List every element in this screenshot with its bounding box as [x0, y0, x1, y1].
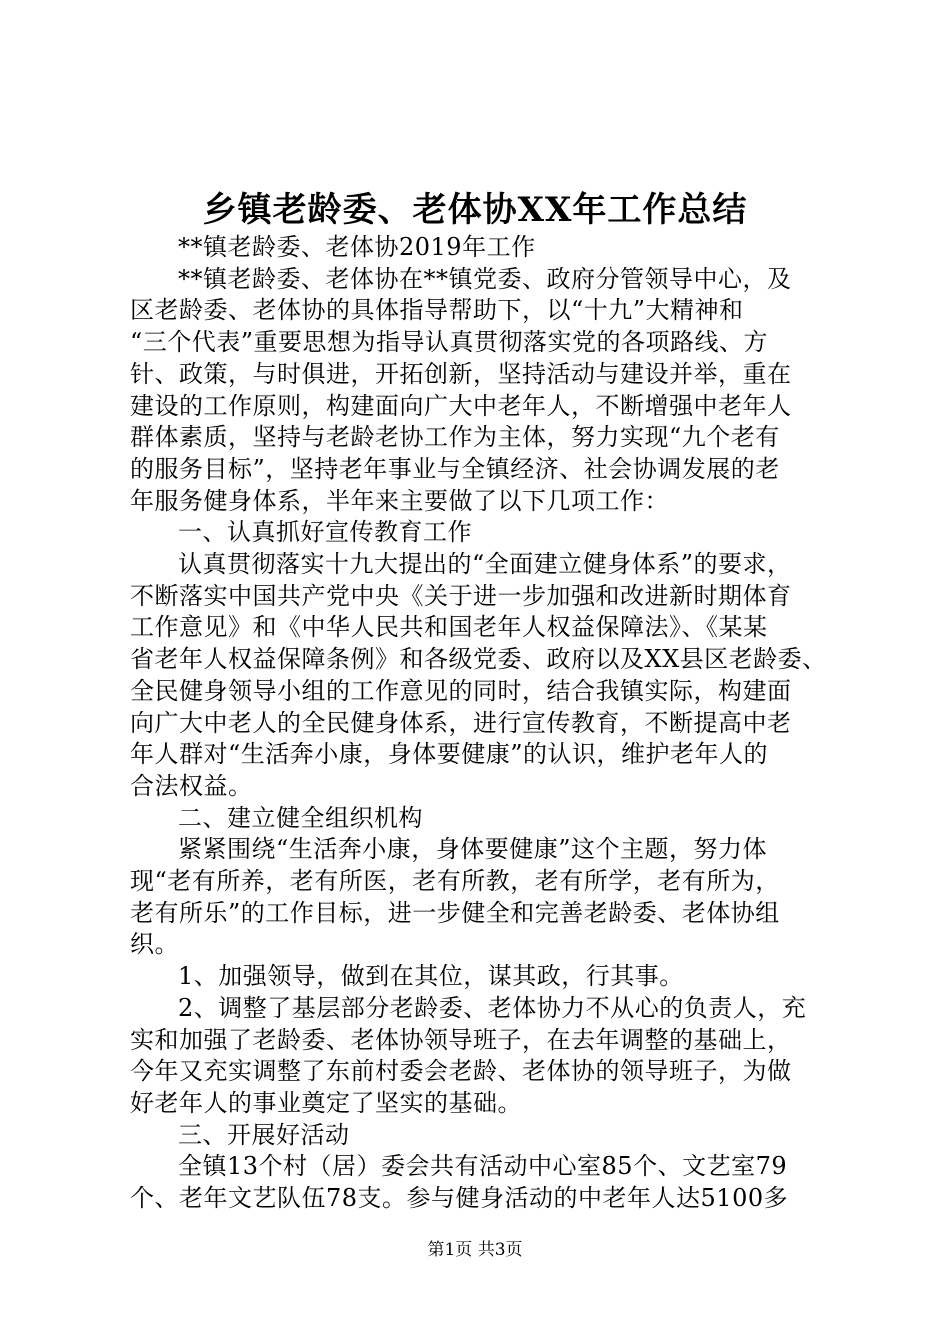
body-line: 年服务健身体系，半年来主要做了以下几项工作：: [130, 486, 669, 515]
body-line: **镇老龄委、老体协在**镇党委、政府分管领导中心，及: [178, 264, 792, 293]
body-line: 全民健身领导小组的工作意见的同时，结合我镇实际，构建面: [130, 676, 792, 705]
body-line: 群体素质，坚持与老龄老协工作为主体，努力实现“九个老有: [130, 423, 780, 452]
body-line: 老有所乐”的工作目标，进一步健全和完善老龄委、老体协组: [130, 898, 780, 927]
body-line: **镇老龄委、老体协2019年工作: [178, 233, 536, 261]
document-body: [130, 232, 840, 1215]
body-line: 好老年人的事业奠定了坚实的基础。: [130, 1088, 522, 1117]
body-line: 现“老有所养，老有所医，老有所教，老有所学，老有所为，: [130, 867, 780, 896]
body-line: 三、开展好活动: [178, 1120, 350, 1149]
body-line: 不断落实中国共产党中央《关于进一步加强和改进新时期体育: [130, 581, 792, 610]
body-line: 年人群对“生活奔小康，身体要健康”的认识，维护老年人的: [130, 740, 769, 769]
body-line: 二、建立健全组织机构: [178, 803, 423, 832]
body-line: 区老龄委、老体协的具体指导帮助下，以“十九”大精神和: [130, 296, 744, 325]
page-footer: 第1页 共3页: [427, 1240, 523, 1260]
body-line: 建设的工作原则，构建面向广大中老年人，不断增强中老年人: [130, 391, 792, 420]
body-line: 2、调整了基层部分老龄委、老体协力不从心的负责人，充: [178, 993, 807, 1022]
body-line: 全镇13个村（居）委会共有活动中心室85个、文艺室79: [178, 1152, 788, 1181]
body-line: 紧紧围绕“生活奔小康，身体要健康”这个主题，努力体: [178, 835, 768, 864]
body-line: 的服务目标”，坚持老年事业与全镇经济、社会协调发展的老: [130, 454, 780, 483]
body-line: 省老年人权益保障条例》和各级党委、政府以及XX县区老龄委、: [130, 645, 827, 674]
body-line: 向广大中老人的全民健身体系，进行宣传教育，不断提高中老: [130, 708, 792, 737]
body-line: 针、政策，与时俱进，开拓创新，坚持活动与建设并举，重在: [130, 359, 792, 388]
body-line: 一、认真抓好宣传教育工作: [178, 518, 472, 547]
body-line: 个、老年文艺队伍78支。参与健身活动的中老年人达5100多: [130, 1184, 789, 1213]
document-title: 乡镇老龄委、老体协XX年工作总结: [202, 190, 748, 230]
body-line: 1、加强领导，做到在其位，谋其政，行其事。: [178, 962, 684, 991]
body-line: 工作意见》和《中华人民共和国老年人权益保障法》、《某某: [130, 613, 768, 642]
body-line: 织。: [130, 930, 179, 959]
body-line: 今年又充实调整了东前村委会老龄、老体协的领导班子，为做: [130, 1057, 792, 1086]
body-line: “三个代表”重要思想为指导认真贯彻落实党的各项路线、方: [130, 328, 769, 357]
body-line: 认真贯彻落实十九大提出的“全面建立健身体系”的要求，: [178, 550, 792, 579]
body-line: 实和加强了老龄委、老体协领导班子，在去年调整的基础上，: [130, 1025, 792, 1054]
body-line: 合法权益。: [130, 771, 253, 800]
